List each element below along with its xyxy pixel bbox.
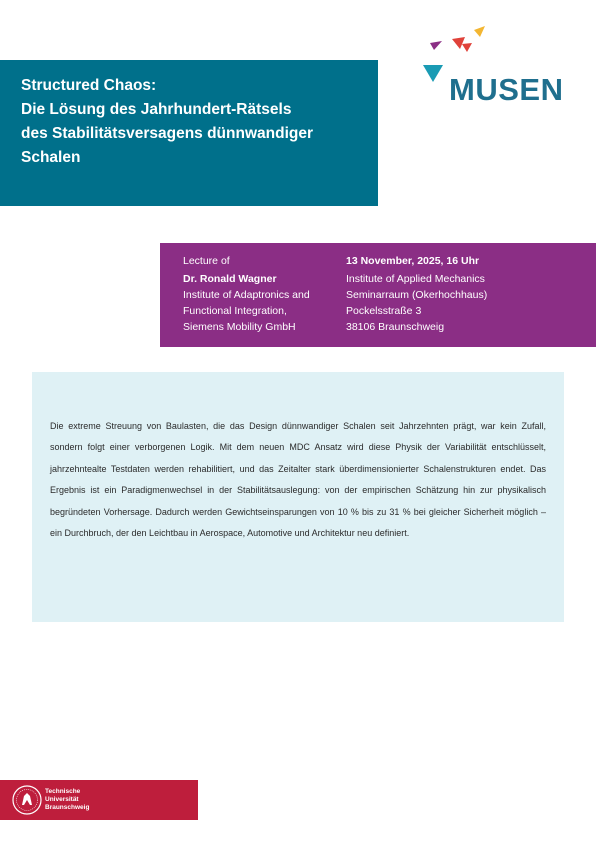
abstract-text: Die extreme Streuung von Baulasten, die das Design dünnwandiger Schalen seit Jahrzehnten prägt, war kein Zufall, sondern folgt einer verborgenen Logik. Mit dem neuen MDC Ansatz wird diese Physik der Variabilität entschlüsselt, jahrzehntealte Testdaten werden rehabilitiert, und das Zeitalter stark überdimensionierter Schalenstrukturen endet. Das Ergebnis ist ein Paradigmenwechsel in der Stabilitätsauslegung: von der empirischen Schätzung hin zur physikalisch begründeten Vorhersage. Dadurch werden Gewichtseinsparungen von 10 % bis zu 31 % bei gleicher Sicherheit möglich – ein Durchbruch, der den Leichtbau in Aerospace, Automotive und Architektur neu definiert.	[50, 421, 546, 539]
affiliation-line-2: Functional Integration,	[183, 305, 287, 317]
venue-info	[346, 253, 586, 335]
affiliation-line-1: Institute of Adaptronics and	[183, 289, 310, 301]
event-info-box	[160, 243, 596, 347]
location-line-2: Seminarraum (Okerhochhaus)	[346, 289, 488, 301]
abstract-box	[32, 372, 564, 622]
title-box	[0, 60, 378, 206]
musen-logo-text: MUSEN	[449, 72, 564, 107]
title-line-2: Die Lösung des Jahrhundert-Rätsels	[21, 101, 292, 118]
tu-line-3: Braunschweig	[45, 804, 90, 811]
speaker-name: Dr. Ronald Wagner	[183, 273, 277, 285]
tu-wordmark	[45, 788, 89, 812]
tu-line-1: Technische	[45, 788, 81, 795]
location-line-3: Pockelsstraße 3	[346, 305, 422, 317]
tu-seal-icon	[11, 784, 43, 816]
location-line-4: 38106 Braunschweig	[346, 321, 445, 333]
event-datetime: 13 November, 2025, 16 Uhr	[346, 255, 480, 267]
tu-line-2: Universität	[45, 796, 79, 803]
title-line-1: Structured Chaos:	[21, 77, 157, 94]
location-line-1: Institute of Applied Mechanics	[346, 273, 485, 285]
musen-logo	[422, 24, 572, 108]
title-line-4: Schalen	[21, 149, 81, 166]
lecture-intro: Lecture of	[183, 255, 230, 267]
tu-braunschweig-logo	[0, 780, 198, 820]
lecture-info	[183, 253, 343, 335]
title-line-3: des Stabilitätsversagens dünnwandiger	[21, 125, 313, 142]
affiliation-line-3: Siemens Mobility GmbH	[183, 321, 296, 333]
